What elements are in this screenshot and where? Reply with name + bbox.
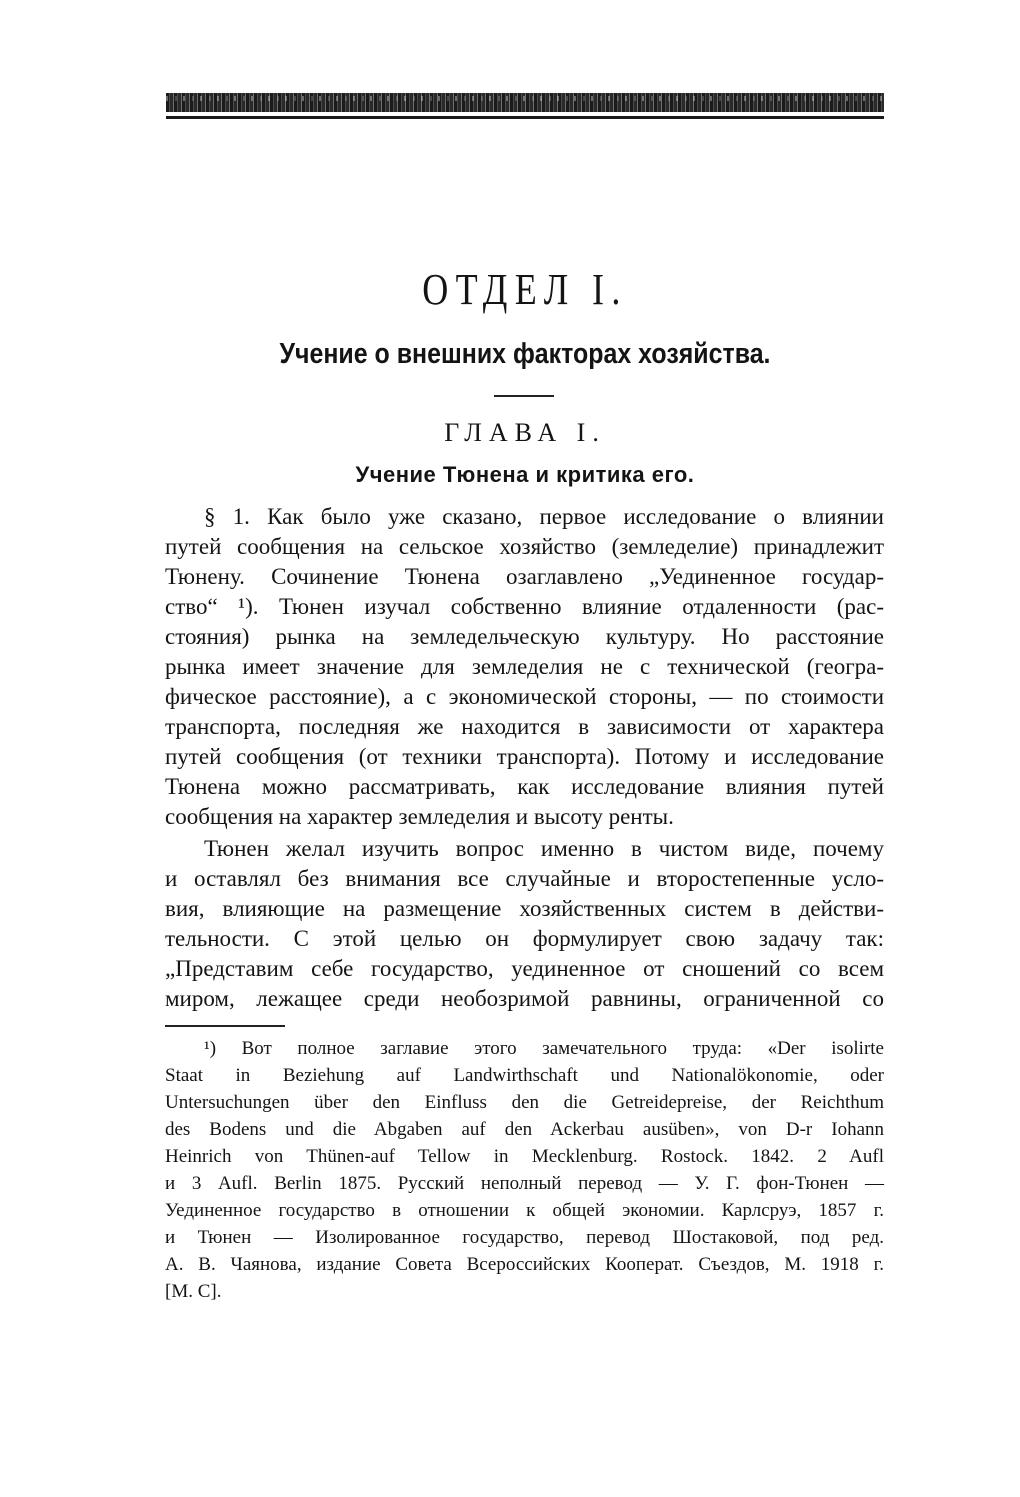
- footnote-line: Уединенное государство в отношении к общей экономии. Карлсруэ, 1857 г.: [165, 1200, 884, 1221]
- part-title: ОТДЕЛ I.: [422, 265, 628, 314]
- body-line: Тюнена можно рассматривать, как исследование влияния путей: [165, 774, 884, 799]
- part-subtitle: Учение о внешних факторах хозяйства.: [279, 338, 771, 370]
- body-line: и оставлял без внимания все случайные и второстепенные усло-: [165, 866, 884, 891]
- chapter-title: ГЛАВА I.: [444, 418, 606, 447]
- body-line: тельности. С этой целью он формулирует свою задачу так:: [165, 926, 884, 951]
- footnote-line: и Тюнен — Изолированное государство, перевод Шостаковой, под ред.: [165, 1227, 884, 1248]
- header-rule: [166, 116, 884, 119]
- footnote-line: Heinrich von Thünen-auf Tellow in Mecklenburg. Rostock. 1842. 2 Aufl: [165, 1146, 884, 1167]
- footnote-line: и 3 Aufl. Berlin 1875. Русский неполный перевод — У. Г. фон-Тюнен —: [165, 1173, 884, 1194]
- decorative-header-band: [166, 93, 884, 112]
- body-line: сообщения на характер земледелия и высоту ренты.: [165, 804, 674, 829]
- body-line: транспорта, последняя же находится в зависимости от характера: [165, 714, 884, 739]
- body-line: ство“ ¹). Тюнен изучал собственно влияние отдаленности (рас-: [165, 594, 884, 619]
- body-line: фическое расстояние), а с экономической стороны, — по стоимости: [165, 684, 884, 709]
- footnote-line: ¹) Вот полное заглавие этого замечательного труда: «Der isolirte: [204, 1038, 884, 1059]
- chapter-subtitle: Учение Тюнена и критика его.: [355, 462, 695, 487]
- body-line: § 1. Как было уже сказано, первое исследование о влиянии: [204, 504, 884, 529]
- section-divider: [494, 395, 554, 397]
- body-line: „Представим себе государство, уединенное от сношений со всем: [165, 956, 884, 981]
- body-line: путей сообщения на сельское хозяйство (земледелие) принадлежит: [165, 534, 884, 559]
- body-line: Тюнен желал изучить вопрос именно в чистом виде, почему: [204, 836, 884, 861]
- body-line: миром, лежащее среди необозримой равнины, ограниченной со: [165, 986, 884, 1011]
- footnote-line: А. В. Чаянова, издание Совета Всероссийских Кооперат. Съездов, М. 1918 г.: [165, 1254, 884, 1275]
- body-line: рынка имеет значение для земледелия не с технической (геогра-: [165, 654, 884, 679]
- footnote-line: Staat in Beziehung auf Landwirthschaft und Nationalökonomie, oder: [165, 1065, 884, 1086]
- footnote-rule: [165, 1025, 285, 1027]
- footnote-line: [М. С].: [165, 1281, 222, 1302]
- body-line: путей сообщения (от техники транспорта). Потому и исследование: [165, 744, 884, 769]
- body-line: стояния) рынка на земледельческую культуру. Но расстояние: [165, 624, 884, 649]
- footnote-line: Untersuchungen über den Einfluss den die Getreidepreise, der Reichthum: [165, 1092, 884, 1113]
- body-line: вия, влияющие на размещение хозяйственных систем в действи-: [165, 896, 884, 921]
- footnote-line: des Bodens und die Abgaben auf den Ackerbau ausüben», von D-r Iohann: [165, 1119, 884, 1140]
- body-line: Тюнену. Сочинение Тюнена озаглавлено „Уединенное государ-: [165, 564, 884, 589]
